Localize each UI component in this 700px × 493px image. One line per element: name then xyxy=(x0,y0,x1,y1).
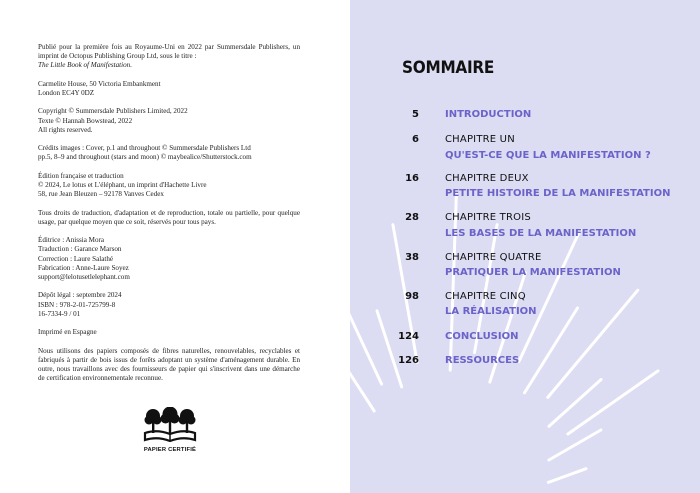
toc-page-number: 124 xyxy=(398,331,419,342)
address-line-2: London EC4Y 0DZ xyxy=(38,89,95,97)
original-title: The Little Book of Manifestation. xyxy=(38,61,132,70)
copyright-paragraph xyxy=(38,107,300,135)
legal-deposit: Dépôt légal : septembre 2024 xyxy=(38,291,122,300)
image-credits-line-1: Crédits images : Cover, p.1 and throughout © Summersdale Publishers Ltd xyxy=(38,144,251,153)
toc-entry-title[interactable]: RESSOURCES xyxy=(445,355,520,366)
staff-editor: Éditrice : Anissia Mora xyxy=(38,236,104,245)
toc-entry-title[interactable]: CONCLUSION xyxy=(445,331,519,342)
contents-title: SOMMAIRE xyxy=(402,58,495,78)
toc-entry-title[interactable]: PETITE HISTOIRE DE LA MANIFESTATION xyxy=(445,188,671,199)
ray-line xyxy=(377,311,402,387)
toc-chapter-label: CHAPITRE TROIS xyxy=(445,212,531,223)
toc-page-number: 126 xyxy=(398,355,419,366)
rights-paragraph: Tous droits de traduction, d'adaptation et de reproduction, totale ou partielle, pour quelque usage, par quelque moyen que ce soit, réservés pour tous pays. xyxy=(38,208,300,226)
legal-paragraph xyxy=(38,291,300,319)
toc-page-number: 6 xyxy=(412,134,419,145)
paper-note: Nous utilisons des papiers composés de fibres naturelles, renouvelables, recyclables et fabriqués à partir de bois issus de forêts adoptant un système d'aménagement durable. En outre, nous travaillons avec des fournisseurs de papier qui s'inscrivent dans une démarche de certification environnementale reconnue. xyxy=(38,346,300,383)
certified-paper-logo xyxy=(130,407,210,453)
ray-line xyxy=(519,230,580,361)
support-email: support@lelotusetlelephant.com xyxy=(38,272,130,281)
edition-line-3: 58, rue Jean Bleuzen – 92178 Vanves Cedex xyxy=(38,190,164,199)
right-page-contents xyxy=(350,0,700,493)
toc-page-number: 28 xyxy=(405,212,419,223)
copyright-line-2: Texte © Hannah Bowstead, 2022 xyxy=(38,116,133,125)
toc-chapter-label: CHAPITRE UN xyxy=(445,134,515,145)
image-credits-line-2: pp.5, 8–9 and throughout (stars and moon) © maybealice/Shutterstock.com xyxy=(38,153,252,162)
ray-line xyxy=(549,430,601,460)
toc-chapter-label: CHAPITRE CINQ xyxy=(445,291,526,302)
staff-fabrication: Fabrication : Anne-Laure Soyez xyxy=(38,263,129,272)
toc-page-number: 5 xyxy=(412,109,419,120)
address-line-1: Carmelite House, 50 Victoria Embankment xyxy=(38,79,161,88)
ray-line xyxy=(548,469,586,483)
ray-line xyxy=(568,371,658,434)
toc-page-number: 98 xyxy=(405,291,419,302)
ray-line xyxy=(548,290,638,397)
certified-paper-label: PAPIER CERTIFIÉ xyxy=(143,447,197,453)
staff-correction: Correction : Laure Salathé xyxy=(38,254,114,263)
publication-text: Publié pour la première fois au Royaume-Uni en 2022 par Summersdale Publishers, un imprint de Octopus Publishing Group Ltd, sous le titre : xyxy=(38,43,300,61)
edition-line-1: Édition française et traduction xyxy=(38,171,124,180)
print-code: 16-7334-9 / 01 xyxy=(38,309,81,318)
publication-paragraph xyxy=(38,43,300,71)
toc-chapter-label: CHAPITRE QUATRE xyxy=(445,252,542,263)
edition-paragraph xyxy=(38,172,300,200)
toc-page-number: 16 xyxy=(405,173,419,184)
staff-translation: Traduction : Garance Marson xyxy=(38,245,122,254)
toc-entry-title[interactable]: LA RÉALISATION xyxy=(445,306,537,317)
printed-in: Imprimé en Espagne xyxy=(38,328,97,337)
toc-entry-title[interactable]: INTRODUCTION xyxy=(445,109,532,120)
toc-entry-title[interactable]: QU'EST-CE QUE LA MANIFESTATION ? xyxy=(445,150,651,161)
toc-entry-title[interactable]: LES BASES DE LA MANIFESTATION xyxy=(445,228,637,239)
edition-line-2: © 2024, Le lotus et L'éléphant, un imprint d'Hachette Livre xyxy=(38,180,207,189)
toc-entry-title[interactable]: PRATIQUER LA MANIFESTATION xyxy=(445,267,621,278)
copyright-line-3: All rights reserved. xyxy=(38,125,93,134)
toc-page-number: 38 xyxy=(405,252,419,263)
image-credits-paragraph xyxy=(38,144,300,162)
staff-paragraph xyxy=(38,236,300,282)
credits-block xyxy=(38,43,300,393)
isbn: ISBN : 978-2-01-725799-8 xyxy=(38,300,116,309)
copyright-line-1: Copyright © Summersdale Publishers Limited, 2022 xyxy=(38,107,188,116)
address-paragraph xyxy=(38,80,300,98)
trees-book-icon xyxy=(142,407,198,445)
ray-line xyxy=(525,308,578,393)
toc-chapter-label: CHAPITRE DEUX xyxy=(445,173,529,184)
